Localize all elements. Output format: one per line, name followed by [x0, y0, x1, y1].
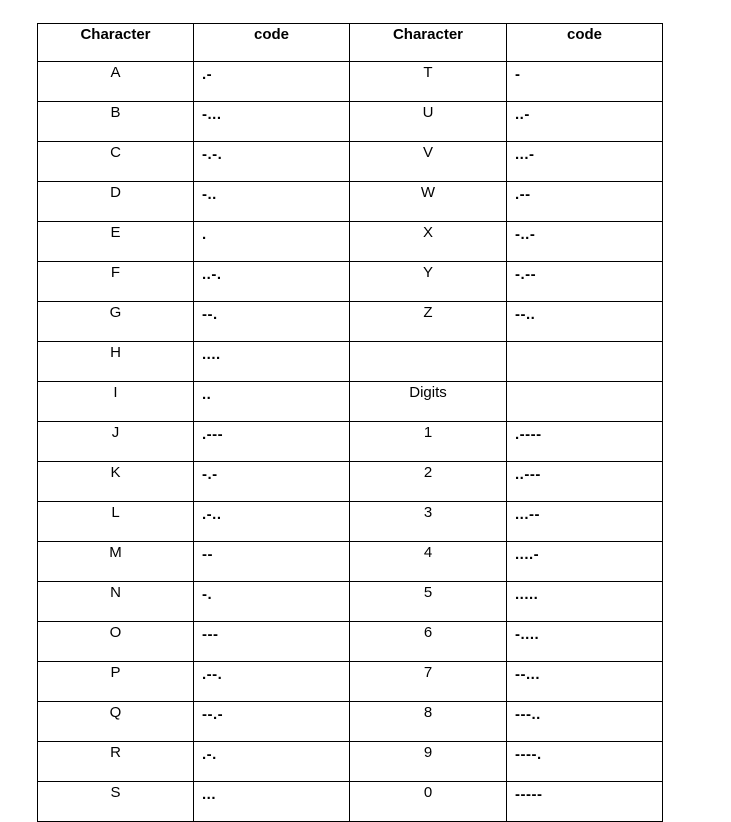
table-row — [38, 502, 663, 542]
left-code-cell: .. — [194, 382, 350, 422]
table-row — [38, 302, 663, 342]
left-character-cell: L — [38, 502, 194, 542]
right-character-cell: 7 — [350, 662, 507, 702]
left-character-cell: A — [38, 62, 194, 102]
right-code-cell: --... — [507, 662, 663, 702]
right-character-cell: 8 — [350, 702, 507, 742]
left-code-cell: -. — [194, 582, 350, 622]
right-code-cell: .---- — [507, 422, 663, 462]
left-character-cell: C — [38, 142, 194, 182]
left-code-cell: --. — [194, 302, 350, 342]
left-code-cell: .-.. — [194, 502, 350, 542]
header-code-left: code — [194, 24, 350, 62]
table-row — [38, 462, 663, 502]
header-character-left: Character — [38, 24, 194, 62]
right-character-cell — [350, 342, 507, 382]
right-code-cell: ....- — [507, 542, 663, 582]
right-code-cell: -.-- — [507, 262, 663, 302]
header-row — [38, 24, 663, 62]
left-code-cell: -.- — [194, 462, 350, 502]
left-character-cell: Q — [38, 702, 194, 742]
right-code-cell: ---.. — [507, 702, 663, 742]
right-character-cell: 1 — [350, 422, 507, 462]
right-code-cell: ..- — [507, 102, 663, 142]
left-code-cell: ..-. — [194, 262, 350, 302]
table-row — [38, 422, 663, 462]
right-code-cell: ..--- — [507, 462, 663, 502]
left-code-cell: .- — [194, 62, 350, 102]
table-row — [38, 782, 663, 822]
morse-code-table — [37, 23, 663, 822]
left-code-cell: --.- — [194, 702, 350, 742]
table-row — [38, 582, 663, 622]
table-row — [38, 662, 663, 702]
header-code-right: code — [507, 24, 663, 62]
left-character-cell: K — [38, 462, 194, 502]
left-code-cell: ... — [194, 782, 350, 822]
left-character-cell: B — [38, 102, 194, 142]
right-code-cell: --.. — [507, 302, 663, 342]
right-code-cell: ...-- — [507, 502, 663, 542]
right-code-cell: -.... — [507, 622, 663, 662]
right-code-cell — [507, 382, 663, 422]
left-code-cell: .--- — [194, 422, 350, 462]
table-row — [38, 222, 663, 262]
right-character-cell: 5 — [350, 582, 507, 622]
right-character-cell: 4 — [350, 542, 507, 582]
right-code-cell: ...- — [507, 142, 663, 182]
right-code-cell: .-- — [507, 182, 663, 222]
right-character-cell: V — [350, 142, 507, 182]
right-character-cell: Z — [350, 302, 507, 342]
left-character-cell: M — [38, 542, 194, 582]
table-body — [38, 62, 663, 822]
left-character-cell: R — [38, 742, 194, 782]
right-code-cell: - — [507, 62, 663, 102]
table-row — [38, 342, 663, 382]
right-character-cell: W — [350, 182, 507, 222]
left-code-cell: .--. — [194, 662, 350, 702]
left-character-cell: E — [38, 222, 194, 262]
table-row — [38, 382, 663, 422]
left-code-cell: .-. — [194, 742, 350, 782]
right-character-cell: Digits — [350, 382, 507, 422]
right-code-cell: -..- — [507, 222, 663, 262]
left-character-cell: S — [38, 782, 194, 822]
right-character-cell: 3 — [350, 502, 507, 542]
left-code-cell: -- — [194, 542, 350, 582]
right-character-cell: T — [350, 62, 507, 102]
left-code-cell: . — [194, 222, 350, 262]
right-character-cell: 0 — [350, 782, 507, 822]
left-character-cell: J — [38, 422, 194, 462]
table-row — [38, 742, 663, 782]
right-character-cell: 9 — [350, 742, 507, 782]
left-character-cell: H — [38, 342, 194, 382]
left-code-cell: -.. — [194, 182, 350, 222]
left-character-cell: G — [38, 302, 194, 342]
right-character-cell: X — [350, 222, 507, 262]
header-character-right: Character — [350, 24, 507, 62]
table-row — [38, 182, 663, 222]
left-character-cell: F — [38, 262, 194, 302]
left-character-cell: I — [38, 382, 194, 422]
right-code-cell: ..... — [507, 582, 663, 622]
left-character-cell: D — [38, 182, 194, 222]
left-code-cell: .... — [194, 342, 350, 382]
left-code-cell: --- — [194, 622, 350, 662]
right-character-cell: 2 — [350, 462, 507, 502]
table-row — [38, 542, 663, 582]
table-row — [38, 102, 663, 142]
table-row — [38, 622, 663, 662]
left-character-cell: P — [38, 662, 194, 702]
table-row — [38, 62, 663, 102]
left-code-cell: -.-. — [194, 142, 350, 182]
right-character-cell: 6 — [350, 622, 507, 662]
right-code-cell: ----- — [507, 782, 663, 822]
right-code-cell: ----. — [507, 742, 663, 782]
left-character-cell: N — [38, 582, 194, 622]
right-character-cell: U — [350, 102, 507, 142]
left-code-cell: -... — [194, 102, 350, 142]
table-row — [38, 142, 663, 182]
table-row — [38, 702, 663, 742]
table-row — [38, 262, 663, 302]
right-code-cell — [507, 342, 663, 382]
left-character-cell: O — [38, 622, 194, 662]
right-character-cell: Y — [350, 262, 507, 302]
